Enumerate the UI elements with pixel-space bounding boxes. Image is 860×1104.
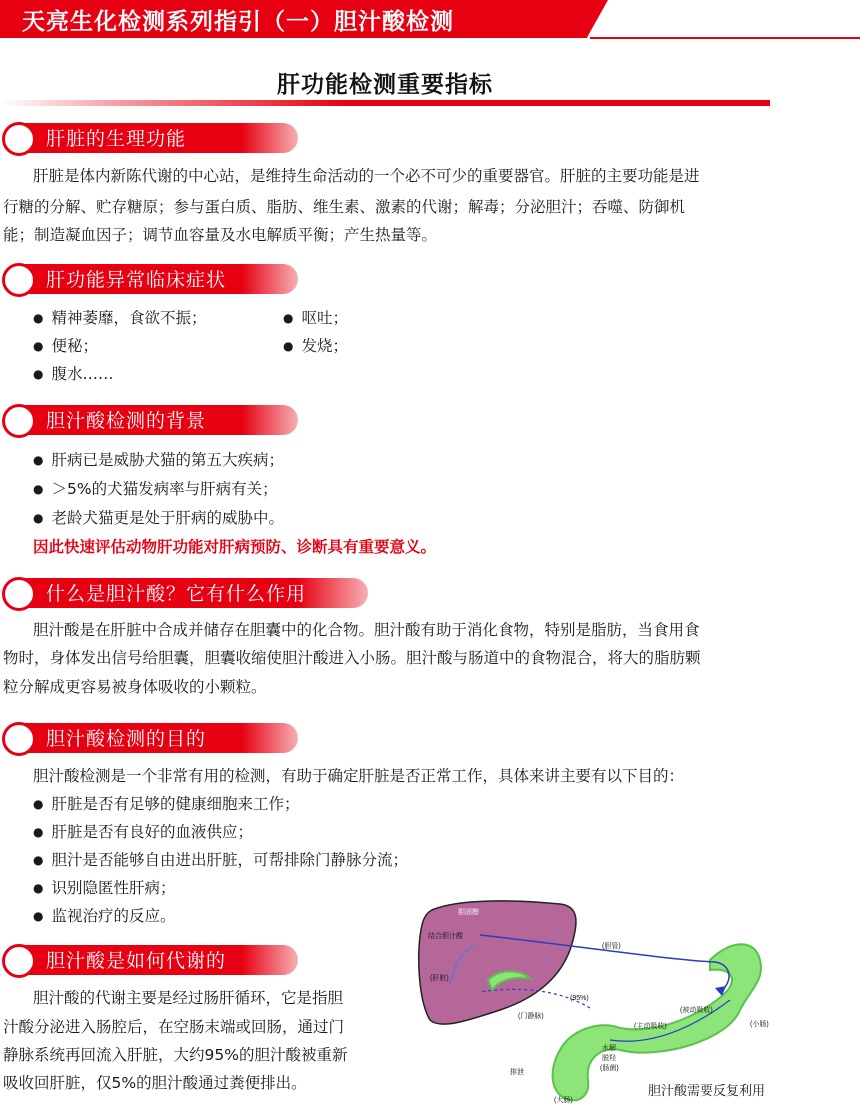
diagram-label: 胆固醇 xyxy=(458,909,479,916)
diagram-label: 水解 xyxy=(602,1045,616,1052)
bullet-icon: ● xyxy=(33,853,44,867)
paragraph-line: 物时，身体发出信号给胆囊，胆囊收缩使胆汁酸进入小肠。胆汁酸与肠道中的食物混合，将大的脂肪颗 xyxy=(3,649,701,667)
section-label: 胆汁酸检测的背景 xyxy=(46,410,207,432)
bullet-icon: ● xyxy=(33,367,44,381)
paragraph-line: 行糖的分解、贮存糖原；参与蛋白质、脂肪、维生素、激素的代谢；解毒；分泌胆汁；吞噬、防御机 xyxy=(3,198,686,216)
diagram-label: (大肠) xyxy=(554,1097,573,1104)
list-item: ● 胆汁是否能够自由进出肝脏，可帮排除门静脉分流； xyxy=(33,851,408,869)
list-item: ● 腹水…… xyxy=(33,365,114,383)
liver-shape xyxy=(419,901,576,1024)
diagram-caption: 胆汁酸需要反复利用 xyxy=(648,1084,766,1099)
diagram-label: 脱羟 xyxy=(602,1055,616,1062)
section-circle-icon xyxy=(2,263,36,297)
list-item: ● 发烧； xyxy=(283,337,348,355)
paragraph-line: 胆汁酸检测是一个非常有用的检测，有助于确定肝脏是否正常工作，具体来讲主要有以下目的： xyxy=(33,767,685,785)
section-label: 胆汁酸检测的目的 xyxy=(46,728,207,750)
list-item: ● 呕吐； xyxy=(283,309,348,327)
list-item: ● 老龄犬猫更是处于肝病的威胁中。 xyxy=(33,509,284,527)
list-item: ● 便秘； xyxy=(33,337,98,355)
diagram-label: (主动吸收) xyxy=(634,1023,667,1030)
list-item: ● 监视治疗的反应。 xyxy=(33,907,176,925)
list-item: ● ＞5%的犬猫发病率与肝病有关； xyxy=(33,480,278,498)
diagram-label: (胆管) xyxy=(602,943,621,950)
section-circle-icon xyxy=(2,944,36,978)
list-item: ● 肝脏是否有足够的健康细胞来工作； xyxy=(33,795,300,813)
paragraph-line: 肝脏是体内新陈代谢的中心站，是维持生命活动的一个必不可少的重要器官。肝脏的主要功能是进 xyxy=(33,167,700,185)
diagram-label: (小肠) xyxy=(750,1021,769,1028)
section-circle-icon xyxy=(2,722,36,756)
section-label: 胆汁酸是如何代谢的 xyxy=(46,950,227,972)
paragraph-line: 吸收回肝脏，仅5%的胆汁酸通过粪便排出。 xyxy=(3,1074,307,1092)
paragraph-line: 胆汁酸的代谢主要是经过肠肝循环，它是指胆 xyxy=(33,989,344,1007)
paragraph-line: 能；制造凝血因子；调节血容量及水电解质平衡；产生热量等。 xyxy=(3,226,438,244)
diagram-label: 结合胆汁酸 xyxy=(428,933,463,940)
diagram-label: (门静脉) xyxy=(518,1013,544,1020)
bullet-icon: ● xyxy=(283,339,294,353)
bullet-icon: ● xyxy=(283,311,294,325)
bullet-icon: ● xyxy=(33,311,44,325)
diagram-label: (95%) xyxy=(570,995,589,1002)
paragraph-line: 胆汁酸是在肝脏中合成并储存在胆囊中的化合物。胆汁酸有助于消化食物，特别是脂肪，当食用食 xyxy=(33,621,700,639)
title-rule xyxy=(0,100,770,106)
banner-title: 天亮生化检测系列指引（一）胆汁酸检测 xyxy=(22,9,454,35)
paragraph-line: 汁酸分泌进入肠腔后，在空肠末端或回肠，通过门 xyxy=(3,1018,345,1036)
diagram-label: (肠菌) xyxy=(600,1065,619,1072)
list-item: ● 精神萎靡，食欲不振； xyxy=(33,309,207,327)
page-title: 肝功能检测重要指标 xyxy=(277,72,493,98)
bullet-icon: ● xyxy=(33,339,44,353)
bullet-icon: ● xyxy=(33,482,44,496)
bullet-icon: ● xyxy=(33,825,44,839)
bile-acid-cycle-diagram xyxy=(410,890,790,1104)
bullet-icon: ● xyxy=(33,453,44,467)
list-item: ● 肝病已是威胁犬猫的第五大疾病； xyxy=(33,451,284,469)
section-circle-icon xyxy=(2,404,36,438)
section-label: 肝脏的生理功能 xyxy=(46,128,187,150)
diagram-label: (肝脏) xyxy=(430,975,449,982)
diagram-label: (被动吸收) xyxy=(680,1007,713,1014)
section-label: 肝功能异常临床症状 xyxy=(46,269,227,291)
bullet-icon: ● xyxy=(33,511,44,525)
section-circle-icon xyxy=(2,577,36,611)
paragraph-line: 静脉系统再回流入肝脏，大约95%的胆汁酸被重新 xyxy=(3,1046,348,1064)
diagram-label: 排泄 xyxy=(510,1069,524,1076)
section-label: 什么是胆汁酸？它有什么作用 xyxy=(46,583,307,605)
list-item: ● 肝脏是否有良好的血液供应； xyxy=(33,823,253,841)
emphasis-note: 因此快速评估动物肝功能对肝病预防、诊断具有重要意义。 xyxy=(33,538,437,556)
paragraph-line: 粒分解成更容易被身体吸收的小颗粒。 xyxy=(3,678,267,696)
bullet-icon: ● xyxy=(33,797,44,811)
bullet-icon: ● xyxy=(33,881,44,895)
section-circle-icon xyxy=(2,122,36,156)
banner-rule xyxy=(590,37,860,39)
bullet-icon: ● xyxy=(33,909,44,923)
list-item: ● 识别隐匿性肝病； xyxy=(33,879,176,897)
